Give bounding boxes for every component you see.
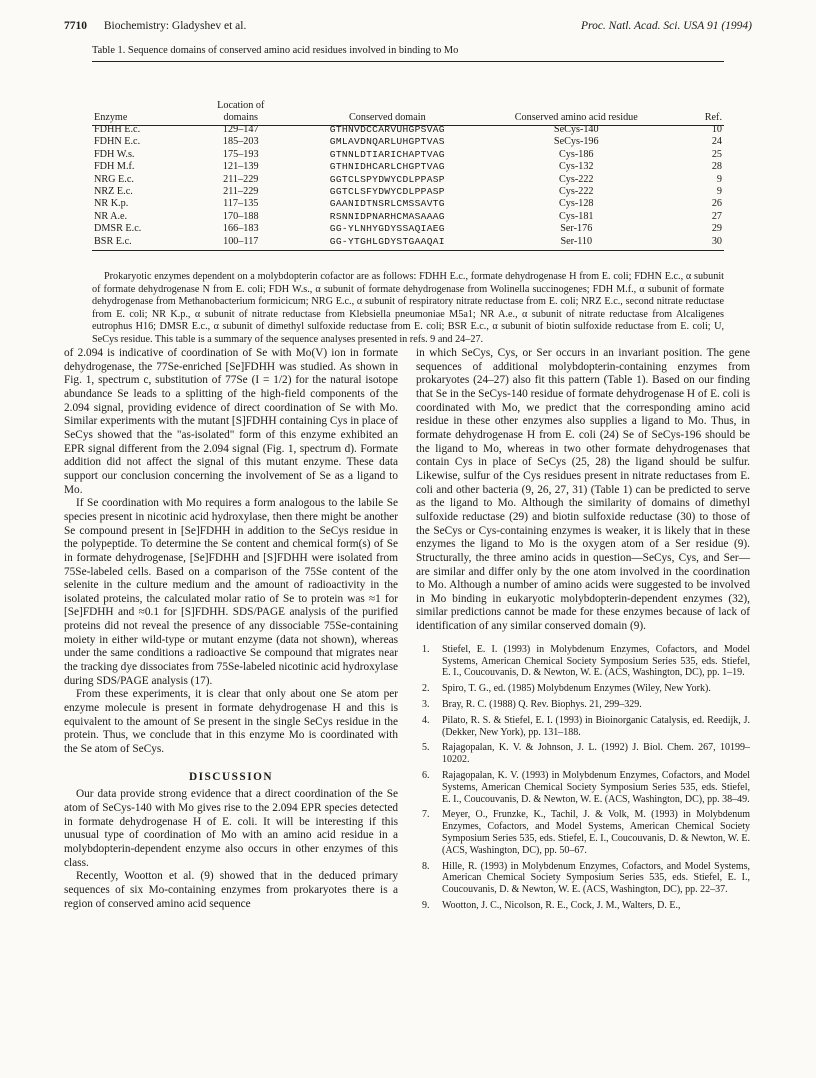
- col-ref: Ref.: [704, 112, 722, 123]
- cell-enzyme: FDH W.s.: [94, 148, 135, 160]
- cell-enzyme: DMSR E.c.: [94, 223, 142, 235]
- cell-location: 166–183: [222, 223, 259, 235]
- paragraph: If Se coordination with Mo requires a form analogous to the labile Se species present in nicotinic acid hydroxylase, then there might be another Se compound present in [Se]FDHH in addition to the SeCys residue in the polypeptide. To determine the Se content and chemical form(s) of Se in formate dehydrogenase, [Se]FDHH and [S]FDHH were isolated from 75Se-labeled cells. Based on a comparison of the 75Se content of the selenite in the culture medium and the amount of radioactivity in the isolated proteins, the calculated molar ratio of Se to protein was ≈1 for [Se]FDHH and ≈0.1 for [S]FDHH. SDS/PAGE analysis of the purified proteins did not reveal the presence of any dissociable 75Se-containing moiety in either wild-type or mutant enzyme (data not shown), whereas under the same conditions a radioactive Se compound that migrates near the tracking dye dissociates from 75Se-labeled nicotinic acid hydroxylase during SDS/PAGE analysis (17).: [64, 497, 398, 687]
- cell-enzyme: BSR E.c.: [94, 235, 132, 247]
- cell-location: 211–229: [223, 186, 259, 198]
- reference-text: Wootton, J. C., Nicolson, R. E., Cock, J. M., Walters, D. E.,: [442, 899, 681, 911]
- reference-item: [416, 699, 750, 711]
- page-number: 7710: [64, 20, 87, 32]
- paragraph: From these experiments, it is clear that only about one Se atom per enzyme molecule is present in formate dehydrogenase H and this is equivalent to the amount of Se present in the single SeCys residue in the protein. Thus, we conclude that in this enzyme Mo is coordinated with the Se atom of SeCys.: [64, 688, 398, 756]
- cell-domain: RSNNIDPNARHCMASAAAG: [329, 210, 445, 222]
- table-footnote: Prokaryotic enzymes dependent on a molybdopterin cofactor are as follows: FDHH E.c., formate dehydrogenase H from E. coli; FDHN E.c., α subunit of formate dehydrogenase N from E. coli; FDH W.s., α subunit of formate dehydrogenase from Wolinella succinogenes; FDH M.f., α subunit of formate dehydrogenase from Methanobacterium formicicum; NRG E.c., α subunit of respiratory nitrate reductase from E. coli; NRZ E.c., second nitrate reductase from E. coli; NR K.p., α subunit of nitrate reductase from Klebsiella pneumoniae M5a1; NR A.e., α subunit of nitrate reductase from Alcaligenes eutrophus H16; DMSR E.c., α subunit of dimethyl sulfoxide reductase from E. coli; BSR E.c., α subunit of biotin sulfoxide reductase from E. coli; U, SeCys residue. This table is a summary of the sequence analyses presented in refs. 9 and 24–27.: [92, 271, 724, 345]
- table-row: [92, 198, 724, 210]
- cell-location: 117–135: [223, 198, 259, 210]
- reference-number: 8.: [422, 860, 430, 872]
- cell-residue: Cys-222: [559, 186, 594, 198]
- paragraph: of 2.094 is indicative of coordination of Se with Mo(V) ion in formate dehydrogenase, the 77Se-enriched [Se]FDHH was studied. As shown in Fig. 1, spectrum c, substitution of 77Se (I = 1/2) for the natural isotope abundance Se leads to a splitting of the high-field components of the 2.094 signal, providing evidence of direct coordination of Se with Mo. Similar experiments with the mutant [S]FDHH containing Cys in place of SeCys showed that the "as-isolated" form of this enzyme exhibited an EPR signal different from the 2.094 signal (Fig. 1, spectrum d). Formate addition did not affect the signal of this mutant enzyme. These data support our conclusion concerning the involvement of Se as a ligand to Mo.: [64, 347, 398, 496]
- table-row: [92, 161, 724, 173]
- table-row: [92, 236, 724, 248]
- cell-residue: Cys-181: [559, 210, 594, 222]
- cell-residue: SeCys-196: [553, 136, 599, 148]
- cell-domain: GMLAVDNQARLUHGPTVAS: [329, 136, 445, 148]
- journal-section: Biochemistry: Gladyshev et al.: [103, 20, 247, 32]
- cell-domain: GTHNVDCCARVUHGPSVAG: [329, 124, 445, 135]
- cell-residue: Ser-176: [560, 223, 593, 235]
- cell-location: 211–229: [223, 173, 259, 185]
- reference-text: Bray, R. C. (1988) Q. Rev. Biophys. 21, 299–329.: [442, 698, 642, 710]
- table-top-rule: [92, 61, 724, 62]
- table-row: [92, 223, 724, 235]
- reference-item: [416, 742, 750, 766]
- right-column: [416, 347, 750, 916]
- cell-domain: GTHNIDHCARLCHGPTVAG: [329, 161, 445, 173]
- cell-ref: 29: [711, 223, 722, 235]
- cell-location: 175–193: [222, 148, 259, 160]
- reference-number: 4.: [422, 714, 430, 726]
- col-enzyme: Enzyme: [94, 112, 128, 123]
- table-row: [92, 186, 724, 198]
- reference-number: 1.: [422, 643, 430, 655]
- cell-ref: 10: [711, 124, 722, 135]
- paragraph: Our data provide strong evidence that a direct coordination of the Se atom of SeCys-140 with Mo gives rise to the 2.094 EPR species detected in formate dehydrogenase H of E. coli. It will be interesting if this unusual type of coordination of Mo with an amino acid residue in a molybdopterin-dependent enzyme also occurs in other enzymes of this class.: [64, 788, 398, 869]
- cell-location: 100–117: [223, 235, 259, 247]
- reference-item: [416, 770, 750, 805]
- cell-location: 121–139: [222, 161, 259, 173]
- cell-residue: SeCys-140: [553, 124, 599, 135]
- reference-item: [416, 644, 750, 679]
- header-left: [64, 20, 246, 32]
- reference-text: Hille, R. (1993) in Molybdenum Enzymes, Cofactors, and Model Systems, American Chemical Society Symposium Series 535, eds. Stiefel, E. I., Coucouvanis, D. & Newton, W. E. (ACS, Washington, DC), pp. 22–37.: [442, 860, 750, 896]
- cell-enzyme: FDHH E.c.: [94, 124, 141, 135]
- cell-enzyme: NR K.p.: [94, 198, 129, 210]
- journal-citation: Proc. Natl. Acad. Sci. USA 91 (1994): [581, 20, 752, 32]
- cell-domain: GTNNLDTIARICHAPTVAG: [329, 148, 445, 160]
- cell-location: 129–147: [222, 124, 259, 135]
- table-body: [92, 124, 724, 248]
- paragraph: in which SeCys, Cys, or Ser occurs in an invariant position. The gene sequences of additional molybdopterin-containing enzymes from prokaryotes (24–27) also fit this pattern (Table 1). Based on our finding that Se in the SeCys-140 residue of formate dehydrogenase H of E. coli is coordinated with Mo, we predict that the corresponding amino acid residue in these other enzymes also supplies a ligand to Mo. Thus, in formate dehydrogenase H from E. coli (24) Se of SeCys-196 should be the ligand to Mo, whereas in two other formate dehydrogenases that contain Cys in place of SeCys (25, 28) the ligand should be sulfur. Likewise, sulfur of the Cys residues present in nitrate reductases from E. coli and other bacteria (9, 26, 27, 31) (Table 1) can be predicted to serve as the ligand to Mo. Although the similarity of domains of dimethyl sulfoxide reductase (29) and biotin sulfoxide reductase (30) to those of the SeCys or Cys-containing enzymes is weaker, it is likely that in these enzymes the ligand to Mo is the oxygen atom of a Ser residue (9). Structurally, the three amino acids in question—SeCys, Cys, and Ser—are similar and differ only by the one atom involved in the coordination to Mo. Although a number of amino acids were suggested to be involved in Mo binding in eukaryotic molybdopterin-dependent enzymes (32), similar predictions cannot be made for these enzymes because of lack of identification of any similar conserved domain (9).: [416, 347, 750, 633]
- reference-text: Meyer, O., Frunzke, K., Tachil, J. & Volk, M. (1993) in Molybdenum Enzymes, Cofactors, and Model Systems, American Chemical Society Symposium Series 535, eds. Stiefel, E. I., Coucouvanis, D. & Newton, W. E. (ACS, Washington, DC), pp. 50–67.: [442, 809, 750, 856]
- cell-enzyme: FDH M.f.: [94, 161, 135, 173]
- cell-residue: Cys-132: [559, 161, 594, 173]
- cell-enzyme: NR A.e.: [94, 210, 128, 222]
- reference-item: [416, 861, 750, 896]
- cell-ref: 27: [711, 210, 722, 222]
- sequence-table: [92, 100, 724, 248]
- reference-number: 7.: [422, 809, 430, 821]
- cell-residue: Cys-222: [559, 173, 594, 185]
- cell-residue: Cys-128: [559, 198, 594, 210]
- reference-text: Rajagopalan, K. V. & Johnson, J. L. (1992) J. Biol. Chem. 267, 10199–10202.: [442, 742, 750, 766]
- cell-domain: GG-YLNHYGDYSSAQIAEG: [329, 223, 445, 235]
- cell-domain: GAANIDTNSRLCMSSAVTG: [329, 198, 445, 210]
- cell-residue: Ser-110: [560, 235, 593, 247]
- reference-item: [416, 715, 750, 739]
- left-column: [64, 347, 398, 911]
- table-row: [92, 149, 724, 161]
- cell-ref: 9: [716, 173, 722, 185]
- cell-domain: GG-YTGHLGDYSTGAAQAI: [329, 235, 445, 247]
- reference-text: Pilato, R. S. & Stiefel, E. I. (1993) in Bioinorganic Catalysis, ed. Reedijk, J. (Dekker, New York), pp. 131–188.: [442, 714, 750, 738]
- cell-enzyme: NRG E.c.: [94, 173, 134, 185]
- discussion-heading: DISCUSSION: [188, 770, 274, 783]
- cell-ref: 9: [716, 186, 722, 198]
- cell-ref: 30: [711, 235, 722, 247]
- reference-item: [416, 900, 750, 912]
- table-row: [92, 174, 724, 186]
- table-row: [92, 136, 724, 148]
- cell-residue: Cys-186: [559, 148, 594, 160]
- cell-enzyme: NRZ E.c.: [94, 186, 133, 198]
- reference-item: [416, 809, 750, 856]
- cell-ref: 24: [711, 136, 722, 148]
- reference-text: Spiro, T. G., ed. (1985) Molybdenum Enzymes (Wiley, New York).: [442, 683, 711, 695]
- reference-text: Rajagopalan, K. V. (1993) in Molybdenum Enzymes, Cofactors, and Model Systems, American Chemical Society Symposium Series 535, eds. Stiefel, E. I., Coucouvanis, D. & Newton, W. E. (ACS, Washington, DC), pp. 38–49.: [442, 769, 750, 805]
- cell-location: 170–188: [222, 210, 259, 222]
- cell-ref: 28: [711, 161, 722, 173]
- cell-ref: 25: [711, 148, 722, 160]
- reference-item: [416, 683, 750, 695]
- reference-number: 5.: [422, 742, 430, 754]
- paragraph: Recently, Wootton et al. (9) showed that in the deduced primary sequences of six Mo-containing enzymes from prokaryotes there is a region of conserved amino acid sequence: [64, 870, 398, 910]
- reference-list: [416, 644, 750, 912]
- table-header-rule: [92, 125, 724, 126]
- col-location: Location of domains: [217, 100, 265, 123]
- cell-domain: GGTCLSFYDWYCDLPPASP: [329, 186, 445, 198]
- reference-number: 3.: [422, 698, 430, 710]
- cell-domain: GGTCLSPYDWYCDLPPASP: [329, 173, 445, 185]
- table-row: [92, 211, 724, 223]
- cell-ref: 26: [711, 198, 722, 210]
- table-header-row: [92, 100, 724, 124]
- reference-number: 6.: [422, 769, 430, 781]
- reference-number: 2.: [422, 683, 430, 695]
- running-header: [64, 20, 752, 38]
- reference-number: 9.: [422, 899, 430, 911]
- cell-location: 185–203: [222, 136, 259, 148]
- table-bottom-rule: [92, 250, 724, 251]
- col-domain: Conserved domain: [348, 112, 426, 123]
- cell-enzyme: FDHN E.c.: [94, 136, 141, 148]
- col-residue: Conserved amino acid residue: [514, 112, 638, 123]
- table-caption: Table 1. Sequence domains of conserved amino acid residues involved in binding to Mo: [92, 45, 459, 56]
- reference-text: Stiefel, E. I. (1993) in Molybdenum Enzymes, Cofactors, and Model Systems, American Chemical Society Symposium Series 535, eds. Stiefel, E. I., Coucouvanis, D. & Newton, W. E. (ACS, Washington, DC), pp. 1–19.: [442, 643, 750, 679]
